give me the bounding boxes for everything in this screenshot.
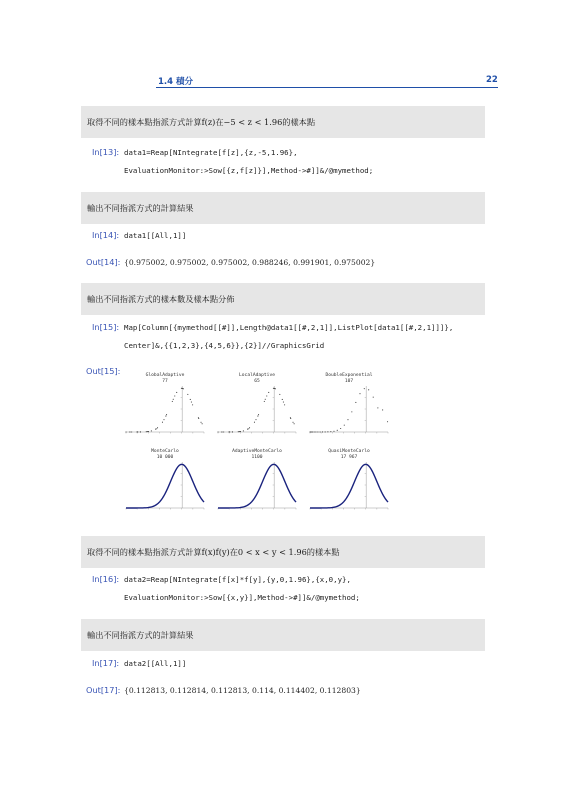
plot-point bbox=[312, 431, 313, 432]
plot-point bbox=[165, 416, 166, 417]
plot-point bbox=[190, 399, 191, 400]
plot-cell bbox=[217, 372, 296, 434]
graphics-grid bbox=[120, 368, 410, 520]
plot-point bbox=[198, 417, 199, 418]
plot-curve bbox=[218, 464, 296, 508]
plot-count-label: 77 bbox=[162, 379, 168, 384]
plot-point bbox=[320, 431, 321, 432]
plot-point bbox=[322, 431, 323, 432]
plot-method-label: MonteCarlo bbox=[151, 449, 179, 454]
plot-point bbox=[351, 411, 352, 412]
plot-point bbox=[273, 388, 274, 389]
plot-method-label: DoubleExponential bbox=[325, 373, 373, 378]
plot-point bbox=[327, 431, 328, 432]
input-code-17[interactable]: data2[[All,1]] bbox=[124, 659, 187, 668]
plot-point bbox=[317, 431, 318, 432]
plot-point bbox=[163, 419, 164, 420]
plot-point bbox=[279, 394, 280, 395]
plot-point bbox=[314, 431, 315, 432]
plot-count-label: 107 bbox=[344, 379, 354, 384]
plot-point bbox=[157, 427, 158, 428]
output-17: {0.112813, 0.112814, 0.112813, 0.114, 0.114402, 0.112803} bbox=[124, 686, 361, 695]
plot-point bbox=[140, 431, 141, 432]
plot-point bbox=[283, 402, 284, 403]
plot-point bbox=[290, 417, 291, 418]
input-label-15: In[15]: bbox=[92, 322, 120, 332]
plot-point bbox=[337, 430, 338, 431]
text-cell-5: 輸出不同指派方式的計算結果 bbox=[81, 619, 485, 651]
plot-point bbox=[347, 419, 348, 420]
plot-point bbox=[359, 393, 360, 394]
plot-method-label: AdaptiveMonteCarlo bbox=[232, 449, 282, 454]
plot-point bbox=[148, 431, 149, 432]
plot-point bbox=[284, 404, 285, 405]
plot-point bbox=[266, 395, 267, 396]
plot-point bbox=[311, 431, 312, 432]
plot-count-label: 17 967 bbox=[340, 455, 358, 460]
plot-point bbox=[282, 399, 283, 400]
plot-count-label: 65 bbox=[254, 379, 260, 384]
text-cell-4: 取得不同的樣本點指派方式計算f(x)f(y)在0 < x < y < 1.96的樣本點 bbox=[81, 536, 485, 568]
plot-point bbox=[247, 429, 248, 430]
plot-point bbox=[173, 399, 174, 400]
plot-point bbox=[229, 431, 230, 432]
output-label-15: Out[15]: bbox=[86, 366, 121, 376]
plot-point bbox=[368, 389, 369, 390]
input-code-15-line1[interactable]: Map[Column[{mymethod[[#]],Length@data1[[#,2,1]],ListPlot[data1[[#,2,1]]]}, bbox=[124, 323, 454, 332]
plot-point bbox=[221, 431, 222, 432]
plot-cell bbox=[309, 372, 388, 434]
plot-count-label: 10 000 bbox=[156, 455, 174, 460]
output-label-17: Out[17]: bbox=[86, 685, 121, 695]
plot-point bbox=[243, 430, 244, 431]
page-number: 22 bbox=[486, 75, 498, 85]
text-cell-3: 輸出不同指派方式的樣本數及樣本點分佈 bbox=[81, 283, 485, 315]
plot-point bbox=[162, 422, 163, 423]
plot-point bbox=[155, 429, 156, 430]
plot-point bbox=[325, 431, 326, 432]
input-label-17: In[17]: bbox=[92, 658, 120, 668]
text-cell-2: 輸出不同指派方式的計算結果 bbox=[81, 192, 485, 224]
plot-point bbox=[333, 431, 334, 432]
plot-point bbox=[254, 422, 255, 423]
input-label-14: In[14]: bbox=[92, 230, 120, 240]
plot-point bbox=[129, 431, 130, 432]
input-label-13: In[13]: bbox=[92, 147, 120, 157]
input-code-16-line2[interactable]: EvaluationMonitor:>Sow[{x,y}],Method->#]]&/@mymethod; bbox=[124, 593, 360, 602]
text-cell-1: 取得不同的樣本點指派方式計算f(z)在−5 < z < 1.96的樣本點 bbox=[81, 106, 485, 138]
input-code-14[interactable]: data1[[All,1]] bbox=[124, 231, 187, 240]
plot-point bbox=[373, 397, 374, 398]
plot-cell bbox=[310, 448, 388, 510]
plot-point bbox=[217, 431, 218, 432]
plot-point bbox=[151, 430, 152, 431]
plot-method-label: GlobalAdaptive bbox=[145, 373, 185, 378]
plot-point bbox=[258, 414, 259, 415]
plot-point bbox=[137, 431, 138, 432]
input-label-16: In[16]: bbox=[92, 574, 120, 584]
output-label-14: Out[14]: bbox=[86, 257, 121, 267]
plot-point bbox=[257, 416, 258, 417]
plot-point bbox=[330, 431, 331, 432]
plot-point bbox=[191, 402, 192, 403]
input-code-16-line1[interactable]: data2=Reap[NIntegrate[f[x]*f[y],{y,0,1.96},{x,0,y}, bbox=[124, 575, 351, 584]
plot-point bbox=[166, 414, 167, 415]
plot-point bbox=[232, 431, 233, 432]
plot-cell bbox=[218, 448, 296, 510]
plot-cell bbox=[126, 448, 204, 510]
output-14: {0.975002, 0.975002, 0.975002, 0.988246, 0.991901, 0.975002} bbox=[124, 258, 376, 267]
plot-point bbox=[240, 431, 241, 432]
plot-point bbox=[344, 425, 345, 426]
plot-point bbox=[249, 427, 250, 428]
plot-point bbox=[238, 431, 239, 432]
plot-point bbox=[294, 423, 295, 424]
header-rule bbox=[156, 87, 498, 88]
plot-point bbox=[187, 394, 188, 395]
plot-point bbox=[292, 422, 293, 423]
plot-point bbox=[182, 388, 183, 389]
plot-point bbox=[387, 421, 388, 422]
plot-point bbox=[174, 395, 175, 396]
plot-point bbox=[377, 407, 378, 408]
plot-method-label: LocalAdaptive bbox=[239, 373, 275, 378]
plot-point bbox=[355, 402, 356, 403]
plot-point bbox=[172, 401, 173, 402]
plot-curve bbox=[310, 464, 388, 508]
plot-point bbox=[131, 431, 132, 432]
plot-point bbox=[315, 431, 316, 432]
plot-point bbox=[202, 423, 203, 424]
plot-count-label: 1100 bbox=[251, 455, 263, 460]
plot-point bbox=[268, 392, 269, 393]
plot-point bbox=[264, 401, 265, 402]
plot-point bbox=[265, 399, 266, 400]
plot-method-label: QuasiMonteCarlo bbox=[328, 449, 370, 454]
plot-point bbox=[176, 392, 177, 393]
plot-point bbox=[340, 428, 341, 429]
plot-point bbox=[146, 431, 147, 432]
plot-point bbox=[181, 388, 182, 389]
input-code-15-line2[interactable]: Center]&,{{1,2,3},{4,5,6}},{2}]//GraphicsGrid bbox=[124, 341, 325, 350]
plot-point bbox=[223, 431, 224, 432]
plot-point bbox=[274, 388, 275, 389]
section-title: 1.4 積分 bbox=[158, 77, 194, 87]
plot-point bbox=[255, 419, 256, 420]
input-code-13-line1[interactable]: data1=Reap[NIntegrate[f[z],{z,-5,1.96}, bbox=[124, 148, 298, 157]
plot-cell bbox=[125, 372, 204, 434]
input-code-13-line2[interactable]: EvaluationMonitor:>Sow[{z,f[z]}],Method->#]]&/@mymethod; bbox=[124, 166, 374, 175]
plot-curve bbox=[126, 464, 204, 508]
plot-point bbox=[200, 422, 201, 423]
plot-point bbox=[364, 388, 365, 389]
plot-point bbox=[382, 409, 383, 410]
plot-point bbox=[192, 404, 193, 405]
plot-point bbox=[125, 431, 126, 432]
